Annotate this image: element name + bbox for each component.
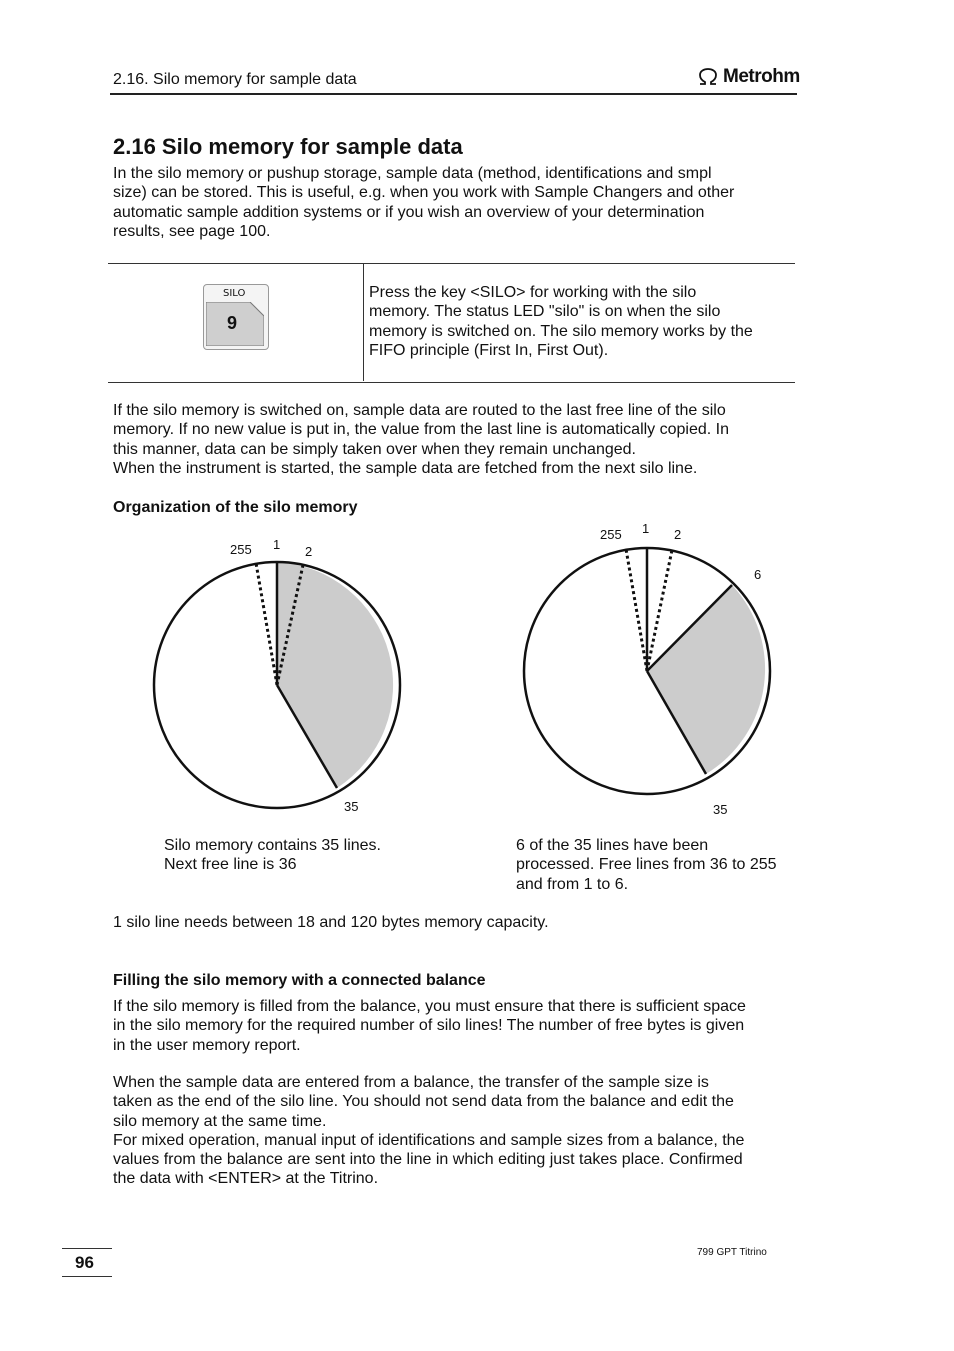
pie-left-label-2: 2 — [305, 544, 313, 559]
caption-line: 6 of the 35 lines have been — [516, 837, 709, 854]
intro-paragraph — [113, 164, 734, 241]
pie-right-caption — [516, 836, 777, 894]
page-number: 96 — [75, 1253, 94, 1272]
key-description-line: memory. The status LED "silo" is on when the silo — [369, 303, 721, 321]
pie-left-dotted-255 — [256, 563, 277, 685]
organization-heading: Organization of the silo memory — [113, 499, 358, 516]
intro-line: automatic sample addition systems or if you wish an overview of your determination — [113, 203, 705, 221]
paragraph-line: in the user memory report. — [113, 1036, 301, 1054]
intro-line: results, see page 100. — [113, 222, 271, 240]
silo-routing-paragraph — [113, 401, 729, 478]
pie-left-label-35: 35 — [344, 799, 359, 814]
pie-right-label-6: 6 — [754, 567, 762, 582]
balance-heading: Filling the silo memory with a connected balance — [113, 972, 486, 989]
pie-right-label-35: 35 — [713, 802, 728, 817]
pie-right-dotted-255 — [626, 549, 647, 671]
key-description — [369, 283, 753, 360]
capacity-note: 1 silo line needs between 18 and 120 bytes memory capacity. — [113, 914, 549, 931]
balance-paragraph-1 — [113, 997, 746, 1055]
section-title: 2.16 Silo memory for sample data — [113, 134, 463, 159]
omega-icon — [697, 68, 719, 86]
brand-name: Metrohm — [723, 66, 800, 87]
paragraph-line: When the instrument is started, the sample data are fetched from the next silo line. — [113, 459, 698, 477]
caption-line: Next free line is 36 — [164, 856, 297, 874]
paragraph-line: If the silo memory is switched on, sample data are routed to the last free line of the silo — [113, 402, 726, 419]
pie-left-caption — [164, 836, 381, 875]
caption-line: processed. Free lines from 36 to 255 — [516, 856, 777, 874]
product-name: 799 GPT Titrino — [697, 1247, 767, 1258]
paragraph-line: this manner, data can be simply taken over when they remain unchanged. — [113, 440, 636, 458]
header-rule — [110, 93, 797, 95]
pie-left-label-1: 1 — [273, 537, 281, 552]
paragraph-line: For mixed operation, manual input of identifications and sample sizes from a balance, the — [113, 1131, 745, 1149]
key-table-divider — [363, 263, 364, 381]
key-number: 9 — [227, 313, 238, 333]
footer-rule-top — [62, 1248, 112, 1249]
paragraph-line: silo memory at the same time. — [113, 1112, 327, 1130]
pie-right-label-1: 1 — [642, 521, 650, 536]
paragraph-line: memory. If no new value is put in, the value from the last line is automatically copied. In — [113, 421, 729, 439]
pie-left-filled-sector — [277, 562, 393, 788]
paragraph-line: taken as the end of the silo line. You should not send data from the balance and edit the — [113, 1093, 734, 1111]
footer-rule-bottom — [62, 1276, 112, 1277]
pie-diagram-left — [140, 548, 420, 818]
pie-diagram-right — [510, 534, 790, 804]
pie-left-label-255: 255 — [230, 542, 252, 557]
key-top-label: SILO — [223, 288, 246, 299]
paragraph-line: in the silo memory for the required number of silo lines! The number of free bytes is given — [113, 1017, 745, 1035]
caption-line: Silo memory contains 35 lines. — [164, 837, 381, 854]
balance-paragraph-2 — [113, 1073, 744, 1189]
paragraph-line: If the silo memory is filled from the balance, you must ensure that there is sufficient space — [113, 998, 746, 1015]
key-description-line: FIFO principle (First In, First Out). — [369, 341, 609, 359]
pie-right-label-2: 2 — [674, 527, 682, 542]
key-description-line: memory is switched on. The silo memory works by the — [369, 322, 753, 340]
intro-line: size) can be stored. This is useful, e.g. when you work with Sample Changers and other — [113, 184, 735, 202]
paragraph-line: values from the balance are sent into the line in which editing just takes place. Confirmed — [113, 1151, 743, 1169]
metrohm-logo — [697, 66, 800, 88]
pie-right-filled-sector — [647, 585, 765, 774]
caption-line: and from 1 to 6. — [516, 875, 629, 893]
intro-line: In the silo memory or pushup storage, sample data (method, identifications and smpl — [113, 165, 712, 182]
pie-right-label-255: 255 — [600, 527, 622, 542]
key-description-line: Press the key <SILO> for working with the silo — [369, 284, 697, 301]
paragraph-line: When the sample data are entered from a balance, the transfer of the sample size is — [113, 1074, 709, 1091]
running-header: 2.16. Silo memory for sample data — [113, 71, 357, 88]
paragraph-line: the data with <ENTER> at the Titrino. — [113, 1170, 379, 1188]
